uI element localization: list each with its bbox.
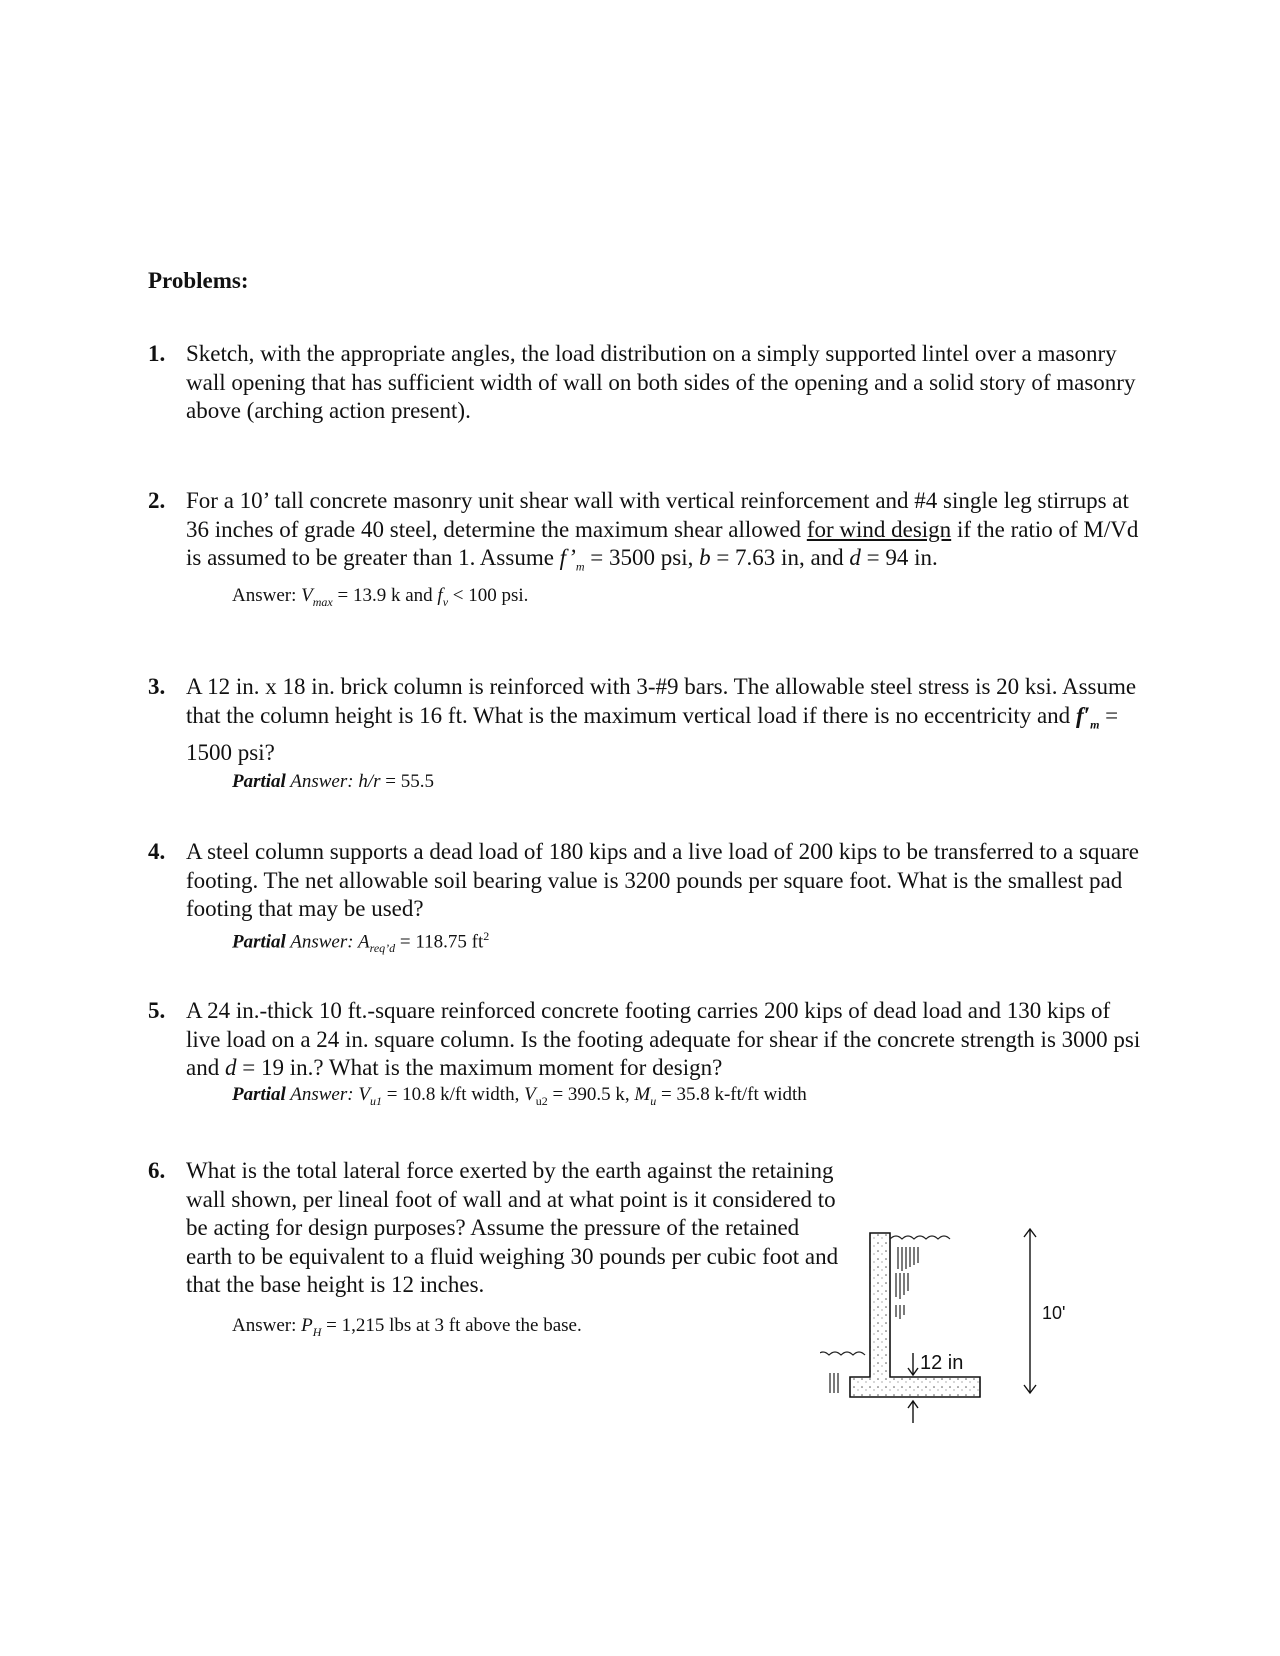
problem-2 bbox=[148, 487, 1148, 614]
answer: Answer: $V_{max} = 13.9$ k and $f_v < 100$ psi. bbox=[232, 585, 529, 609]
retaining-wall-figure bbox=[820, 1225, 1120, 1485]
problem-number: 4. bbox=[148, 839, 166, 864]
problem-number: 3. bbox=[148, 674, 166, 699]
problem-1 bbox=[148, 340, 1148, 426]
problem-6 bbox=[148, 1157, 848, 1343]
answer: Partial Answer: $A_{req’d} = 118.75$ $ft^2$ bbox=[232, 928, 490, 955]
problem-number: 5. bbox=[148, 998, 166, 1023]
problem-number: 1. bbox=[148, 341, 166, 366]
problem-text: Sketch, with the appropriate angles, the load distribution on a simply supported lintel over a masonry wall opening that has sufficient width of wall on both sides of the opening and a solid story of masonry above (arching action present). bbox=[186, 341, 1136, 423]
problem-5 bbox=[148, 997, 1148, 1112]
problem-text: A steel column supports a dead load of 180 kips and a live load of 200 kips to be transferred to a square footing. The net allowable soil bearing value is 3200 pounds per square foot. What is the smallest pad footing that may be used? bbox=[186, 839, 1139, 921]
answer: Answer: $P_H = 1,215$ lbs at 3 ft above the base. bbox=[232, 1314, 582, 1339]
problem-text: What is the total lateral force exerted by the earth against the retaining wall shown, per lineal foot of wall and at what point is it considered to be acting for design purposes? Assume the pressure of the retained earth to be equivalent to a fluid weighing 30 pounds per cubic foot and that the base height is 12 inches. bbox=[186, 1158, 839, 1297]
page-heading: Problems: bbox=[148, 268, 249, 293]
answer: Partial Answer: h/r = 55.5 bbox=[232, 771, 434, 793]
base-label: 12 in bbox=[920, 1352, 964, 1374]
height-dimension bbox=[1024, 1229, 1036, 1393]
problem-4 bbox=[148, 838, 1148, 960]
problem-text: For a 10’ tall concrete masonry unit shear wall with vertical reinforcement and #4 single leg stirrups at 36 inches of grade 40 steel, determine the maximum shear allowed for wind design if the ratio of M/Vd is assumed to be greater than 1. Assume $f’_m = 3500$ psi, b = 7.63 in, and d = 94 in. bbox=[186, 488, 1139, 574]
problem-text: A 24 in.-thick 10 ft.-square reinforced concrete footing carries 200 kips of dead load and 130 kips of live load on a 24 in. square column. Is the footing adequate for shear if the concrete strength is 3000 psi and d = 19 in.? What is the maximum moment for design? bbox=[186, 998, 1141, 1080]
retained-earth bbox=[890, 1236, 950, 1319]
problem-number: 2. bbox=[148, 488, 166, 513]
problem-3 bbox=[148, 673, 1148, 794]
answer: Partial Answer: $V_{u1} = 10.8$ k/ft width, $V_{u2} = 390.5$ k, $M_u = 35.8$ k-ft/ft width bbox=[232, 1083, 807, 1108]
problem-text: A 12 in. x 18 in. brick column is reinforced with 3-#9 bars. The allowable steel stress is 20 ksi. Assume that the column height is 16 ft. What is the maximum vertical load if there is no eccentricity and $f'_m = 1500$ psi? bbox=[186, 674, 1137, 765]
problem-number: 6. bbox=[148, 1158, 166, 1183]
height-label: 10' bbox=[1042, 1303, 1066, 1323]
